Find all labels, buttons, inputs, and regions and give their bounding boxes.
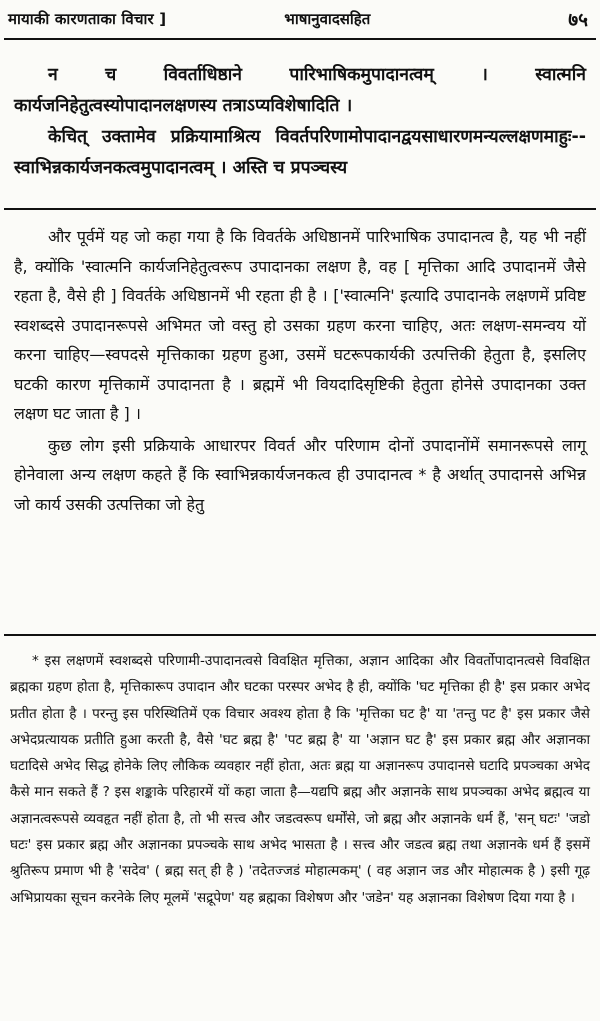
- chapter-title: मायाकी कारणताका विचार ]: [8, 10, 167, 28]
- footnote-divider: [4, 634, 596, 636]
- translation-text: [14, 222, 586, 519]
- header-rule: [4, 38, 596, 40]
- sanskrit-text: [14, 60, 586, 184]
- sanskrit-paragraph-1: न च विवर्ताधिष्ठाने पारिभाषिकमुपादानत्वम् । स्वात्मनि कार्यजनिहेतुत्वस्योपादानलक्षणस्य तत्राऽप्यविशेषादिति ।: [14, 65, 586, 116]
- running-header: [8, 2, 588, 36]
- sanskrit-divider: [4, 208, 596, 210]
- translation-paragraph-1: और पूर्वमें यह जो कहा गया है कि विवर्तके अधिष्ठानमें पारिभाषिक उपादानत्व है, यह भी नहीं है, क्योंकि 'स्वात्मनि कार्यजनिहेतुत्वरूप उपादानका लक्षण है, वह [ मृत्तिका आदि उपादानमें जैसे रहता है, वैसे ही ] विवर्तके अधिष्ठानमें भी रहता ही है । ['स्वात्मनि' इत्यादि उपादानके लक्षणमें प्रविष्ट स्वशब्दसे उपादानरूपसे अभिमत जो वस्तु हो उसका ग्रहण करना चाहिए, अतः लक्षण-समन्वय यों करना चाहिए—स्वपदसे मृत्तिकाका ग्रहण हुआ, उसमें घटरूपकार्यकी उत्पत्तिकी हेतुता है, इसलिए घटकी कारण मृत्तिकामें उपादानता है । ब्रह्ममें भी वियदादिसृष्टिकी हेतुता होनेसे उपादानका उक्त लक्षण घट जाता है ] ।: [14, 227, 586, 423]
- sanskrit-paragraph-2: केचित् उक्तामेव प्रक्रियामाश्रित्य विवर्तपरिणामोपादानद्वयसाधारणमन्यल्लक्षणमाहुः--स्वाभिन्नकार्यजनकत्वमुपादानत्वम् । अस्ति च प्रपञ्चस्य: [14, 127, 586, 178]
- footnote-text: * इस लक्षणमें स्वशब्दसे परिणामी-उपादानत्वसे विवक्षित मृत्तिका, अज्ञान आदिका और विवर्तोपादानत्वसे विवक्षित ब्रह्मका ग्रहण होता है, मृत्तिकारूप उपादान और घटका परस्पर अभेद है ही, क्योंकि 'घट मृत्तिका ही है' इस प्रकार अभेद प्रतीत होता है । परन्तु इस परिस्थितिमें एक विचार अवश्य होता है कि 'मृत्तिका घट है' या 'तन्तु पट है' इस प्रकार जैसे अभेदप्रत्यायक प्रतीति हुआ करती है, वैसे 'घट ब्रह्म है' 'पट ब्रह्म है' या 'अज्ञान घट है' इस प्रकार ब्रह्म और अज्ञानका घटादिसे अभेद सिद्ध होनेके लिए लौकिक व्यवहार नहीं होता, अतः ब्रह्म या अज्ञानरूप उपादानसे घटादि प्रपञ्चका अभेद कैसे मान सकते हैं ? इस शङ्काके परिहारमें यों कहा जाता है—यद्यपि ब्रह्म और अज्ञानके साथ प्रपञ्चका अभेद ब्रह्मत्व या अज्ञानत्वरूपसे व्यवहृत नहीं होता है, तो भी सत्त्व और जडत्वरूप धर्मोंसे, जो ब्रह्म और अज्ञानके धर्म हैं, 'सन् घटः' 'जडो घटः' इस प्रकार ब्रह्म और अज्ञानका प्रपञ्चके साथ अभेद भासता है । सत्त्व और जडत्व ब्रह्म तथा अज्ञानके धर्म हैं इसमें श्रुतिरूप प्रमाण भी है 'सदेव' ( ब्रह्म सत् ही है ) 'तदेतज्जडं मोहात्मकम्' ( वह अज्ञान जड और मोहात्मक है ) इसी गूढ़ अभिप्रायका सूचन करनेके लिए मूलमें 'सद्रूपेण' यह ब्रह्मका विशेषण और 'जडेन' यह अज्ञानका विशेषण दिया गया है ।: [10, 653, 590, 906]
- footnote: [10, 648, 590, 911]
- translation-paragraph-2: कुछ लोग इसी प्रक्रियाके आधारपर विवर्त और परिणाम दोनों उपादानोंमें समानरूपसे लागू होनेवाला अन्य लक्षण कहते हैं कि स्वाभिन्नकार्यजनकत्व ही उपादानत्व * है अर्थात् उपादानसे अभिन्न जो कार्य उसकी उत्पत्तिका जो हेतु: [14, 435, 586, 514]
- page-number: ७५: [568, 9, 588, 31]
- book-title: भाषानुवादसहित: [284, 10, 371, 28]
